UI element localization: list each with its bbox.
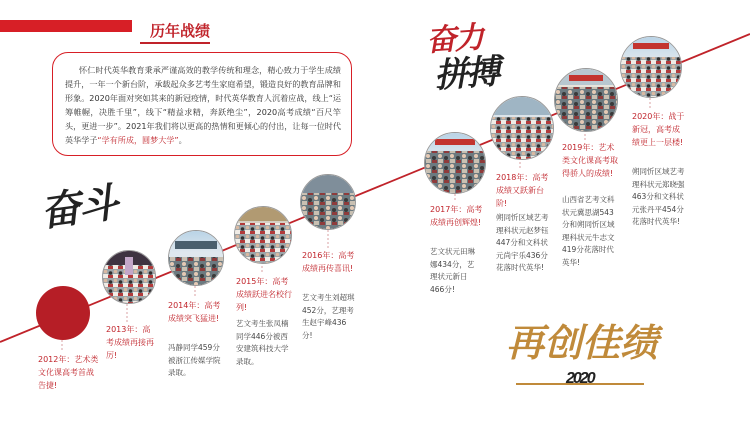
year-2017-label: 2017年：高考成绩再创辉煌!: [430, 205, 483, 227]
year-2018-desc: 朔同忻区域艺考理科状元赵梦钰447分和文科状元尚宇乐436分花落时代英华!: [496, 213, 549, 272]
year-2014-photo: [168, 230, 224, 286]
year-2014-label: 2014年：高考成绩突飞猛进!: [168, 301, 221, 323]
year-2017-photo: [424, 132, 486, 194]
year-2016-label: 2016年：高考成绩再传喜讯!: [302, 251, 355, 273]
intro-end: 。: [178, 135, 187, 145]
year-2019-desc: 山西省艺考文科状元冀思湖543分和朔同忻区域理科状元牛志文419分花落时代英华!: [562, 195, 615, 267]
calligraphy-top-black: 拼搏: [432, 51, 500, 97]
intro-text: 怀仁时代英华教育秉承严谨高效的教学传统和理念，精心致力于学生成绩提升，一年一个新台阶，承载起众多艺考生家庭希望，锻造良好的教育品牌和形象。2020年面对突如其来的新冠疫情，时代英华教育人沉着应战，线上“运筹帷幄，决胜千里”，线下“精益求精，奔跃绝尘”，2020高考成绩“百尺竿头，更进一步”。2021年我们将以更高的热情和更倾心的付出，让每一位时代英华学子: [65, 65, 341, 145]
year-2016-desc: 艺文考生刘超琪452分，艺理考生赵宇峰436分!: [302, 293, 355, 340]
year-2013-label: 2013年：高考成绩再接再厉!: [106, 325, 154, 360]
section-title: 历年战绩: [150, 22, 211, 40]
year-2018-photo: [490, 96, 554, 160]
year-2020-photo: [620, 36, 682, 98]
year-2012-circle: [36, 286, 90, 340]
year-2020-desc: 朔同忻区域艺考理科状元郑晓强463分和文科状元张丹平454分花落时代英华!: [632, 167, 685, 226]
intro-highlight: “学有所成，圆梦大学”: [97, 135, 179, 145]
calligraphy-bottom: 再创佳绩: [506, 320, 659, 365]
calligraphy-year: 2020: [566, 370, 594, 387]
year-2016-photo: [300, 174, 356, 230]
year-2012-label: 2012年：艺术类文化课高考首战告捷!: [38, 355, 99, 390]
year-2017-desc: 艺文状元田琳娜434分，艺理状元新日466分!: [430, 247, 475, 294]
year-2013-photo: [102, 250, 156, 304]
year-2015-photo: [234, 206, 292, 264]
year-2014-desc: 冯静同学459分被浙江传媒学院录取。: [168, 343, 221, 377]
year-2015-desc: 艺文考生张凤楠同学446分被西安建筑科技大学录取。: [236, 319, 289, 366]
year-2015-label: 2015年：高考成绩跃进名校行列!: [236, 277, 292, 312]
year-2018-label: 2018年：高考成绩又跃新台阶!: [496, 173, 549, 208]
calligraphy-top-red: 奋力: [425, 20, 484, 59]
year-2019-label: 2019年：艺术类文化课高考取得骄人的成绩!: [562, 143, 618, 178]
year-2020-label: 2020年：战于新冠，高考成绩更上一层楼!: [632, 112, 685, 147]
year-2019-photo: [554, 68, 618, 132]
calligraphy-left: 奋斗: [37, 178, 120, 237]
